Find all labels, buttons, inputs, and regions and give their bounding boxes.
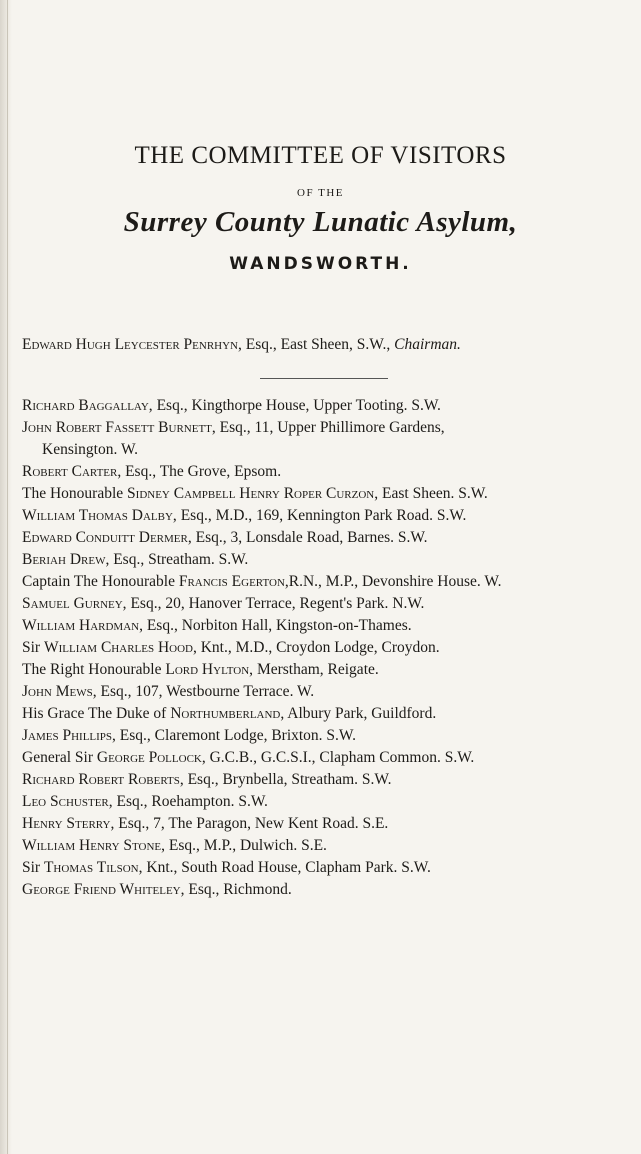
member-details: Merstham, Reigate. xyxy=(253,661,379,678)
member-details-continued: Kensington. W. xyxy=(42,441,139,458)
member-name: Richard Baggallay, xyxy=(22,397,153,414)
member-details: Esq., The Grove, Epsom. xyxy=(121,463,282,480)
member-entry xyxy=(22,703,632,725)
place-name: WANDSWORTH. xyxy=(229,254,412,274)
member-name: William Henry Stone, xyxy=(22,837,166,854)
asylum-name: Surrey County Lunatic Asylum, xyxy=(123,206,518,238)
member-details: Esq., Streatham. S.W. xyxy=(109,551,249,568)
member-details: Esq., 20, Hanover Terrace, Regent's Park. N.W. xyxy=(126,595,425,612)
member-name: William Thomas Dalby, xyxy=(22,507,177,524)
member-name: Richard Robert Roberts, xyxy=(22,771,184,788)
member-entry xyxy=(22,769,632,791)
member-entry xyxy=(22,747,632,769)
member-name: John Mews, xyxy=(22,683,97,700)
member-details: Esq., Kingthorpe House, Upper Tooting. S.W. xyxy=(152,397,441,414)
member-details: Esq., M.P., Dulwich. S.E. xyxy=(165,837,327,854)
member-details: East Sheen. S.W. xyxy=(378,485,488,502)
member-entry xyxy=(22,637,632,659)
page-title: THE COMMITTEE OF VISITORS xyxy=(134,142,507,169)
member-entry xyxy=(22,571,632,593)
member-entry xyxy=(22,417,632,461)
subtitle-of-the: OF THE xyxy=(297,187,344,199)
member-entry xyxy=(22,879,632,901)
member-details: Esq., 107, Westbourne Terrace. W. xyxy=(96,683,315,700)
member-details: Esq., Norbiton Hall, Kingston-on-Thames. xyxy=(142,617,412,634)
member-prefix: The Honourable xyxy=(22,485,128,502)
member-entry xyxy=(22,659,632,681)
member-list xyxy=(22,395,632,901)
member-details: G.C.B., G.C.S.I., Clapham Common. S.W. xyxy=(205,749,475,766)
member-prefix: The Right Honourable xyxy=(22,661,166,678)
member-prefix: General Sir xyxy=(22,749,97,766)
member-prefix: Sir xyxy=(22,859,44,876)
member-entry xyxy=(22,395,632,417)
member-name: George Friend Whiteley, xyxy=(22,881,185,898)
chairman-role: Chairman. xyxy=(394,336,461,353)
member-details: Esq., Richmond. xyxy=(184,881,292,898)
member-entry xyxy=(22,813,632,835)
member-name: Northumberland, xyxy=(170,705,285,722)
chairman-details: Esq., East Sheen, S.W., xyxy=(241,336,395,353)
member-name: James Phillips, xyxy=(22,727,116,744)
member-name: William Hardman, xyxy=(22,617,143,634)
member-entry xyxy=(22,725,632,747)
member-entry xyxy=(22,615,632,637)
member-entry xyxy=(22,593,632,615)
member-name: William Charles Hood, xyxy=(43,639,197,656)
member-entry xyxy=(22,857,632,879)
member-name: John Robert Fassett Burnett, xyxy=(22,419,216,436)
member-entry xyxy=(22,461,632,483)
member-entry xyxy=(22,483,632,505)
member-name: Samuel Gurney, xyxy=(22,595,127,612)
member-details: Albury Park, Guildford. xyxy=(284,705,437,722)
member-entry xyxy=(22,791,632,813)
page-binding-edge xyxy=(0,0,12,1154)
chairman-entry xyxy=(22,336,632,354)
member-details: Esq., Brynbella, Streatham. S.W. xyxy=(183,771,392,788)
member-name: Thomas Tilson, xyxy=(43,859,143,876)
member-name: George Pollock, xyxy=(96,749,206,766)
member-details: Esq., 11, Upper Phillimore Gardens, xyxy=(215,419,445,436)
member-prefix: His Grace The Duke of xyxy=(22,705,171,722)
member-name: Francis Egerton, xyxy=(178,573,289,590)
member-entry xyxy=(22,505,632,527)
member-details: Knt., M.D., Croydon Lodge, Croydon. xyxy=(196,639,440,656)
member-details: Esq., Roehampton. S.W. xyxy=(112,793,268,810)
member-details: R.N., M.P., Devonshire House. W. xyxy=(288,573,502,590)
member-name: Henry Sterry, xyxy=(22,815,115,832)
member-name: Beriah Drew, xyxy=(22,551,110,568)
member-name: Lord Hylton, xyxy=(165,661,254,678)
chairman-name: Edward Hugh Leycester Penrhyn, xyxy=(22,336,242,353)
member-entry xyxy=(22,835,632,857)
member-entry xyxy=(22,681,632,703)
member-name: Leo Schuster, xyxy=(22,793,113,810)
member-name: Sidney Campbell Henry Roper Curzon, xyxy=(127,485,379,502)
member-name: Robert Carter, xyxy=(22,463,122,480)
member-entry xyxy=(22,527,632,549)
member-name: Edward Conduitt Dermer, xyxy=(22,529,192,546)
member-details: Esq., Claremont Lodge, Brixton. S.W. xyxy=(115,727,357,744)
member-details: Esq., M.D., 169, Kennington Park Road. S.W. xyxy=(176,507,467,524)
member-entry xyxy=(22,549,632,571)
member-details: Esq., 3, Lonsdale Road, Barnes. S.W. xyxy=(191,529,428,546)
section-divider xyxy=(260,378,388,379)
member-details: Esq., 7, The Paragon, New Kent Road. S.E. xyxy=(114,815,389,832)
member-prefix: Captain The Honourable xyxy=(22,573,179,590)
member-prefix: Sir xyxy=(22,639,44,656)
member-details: Knt., South Road House, Clapham Park. S.W. xyxy=(142,859,431,876)
